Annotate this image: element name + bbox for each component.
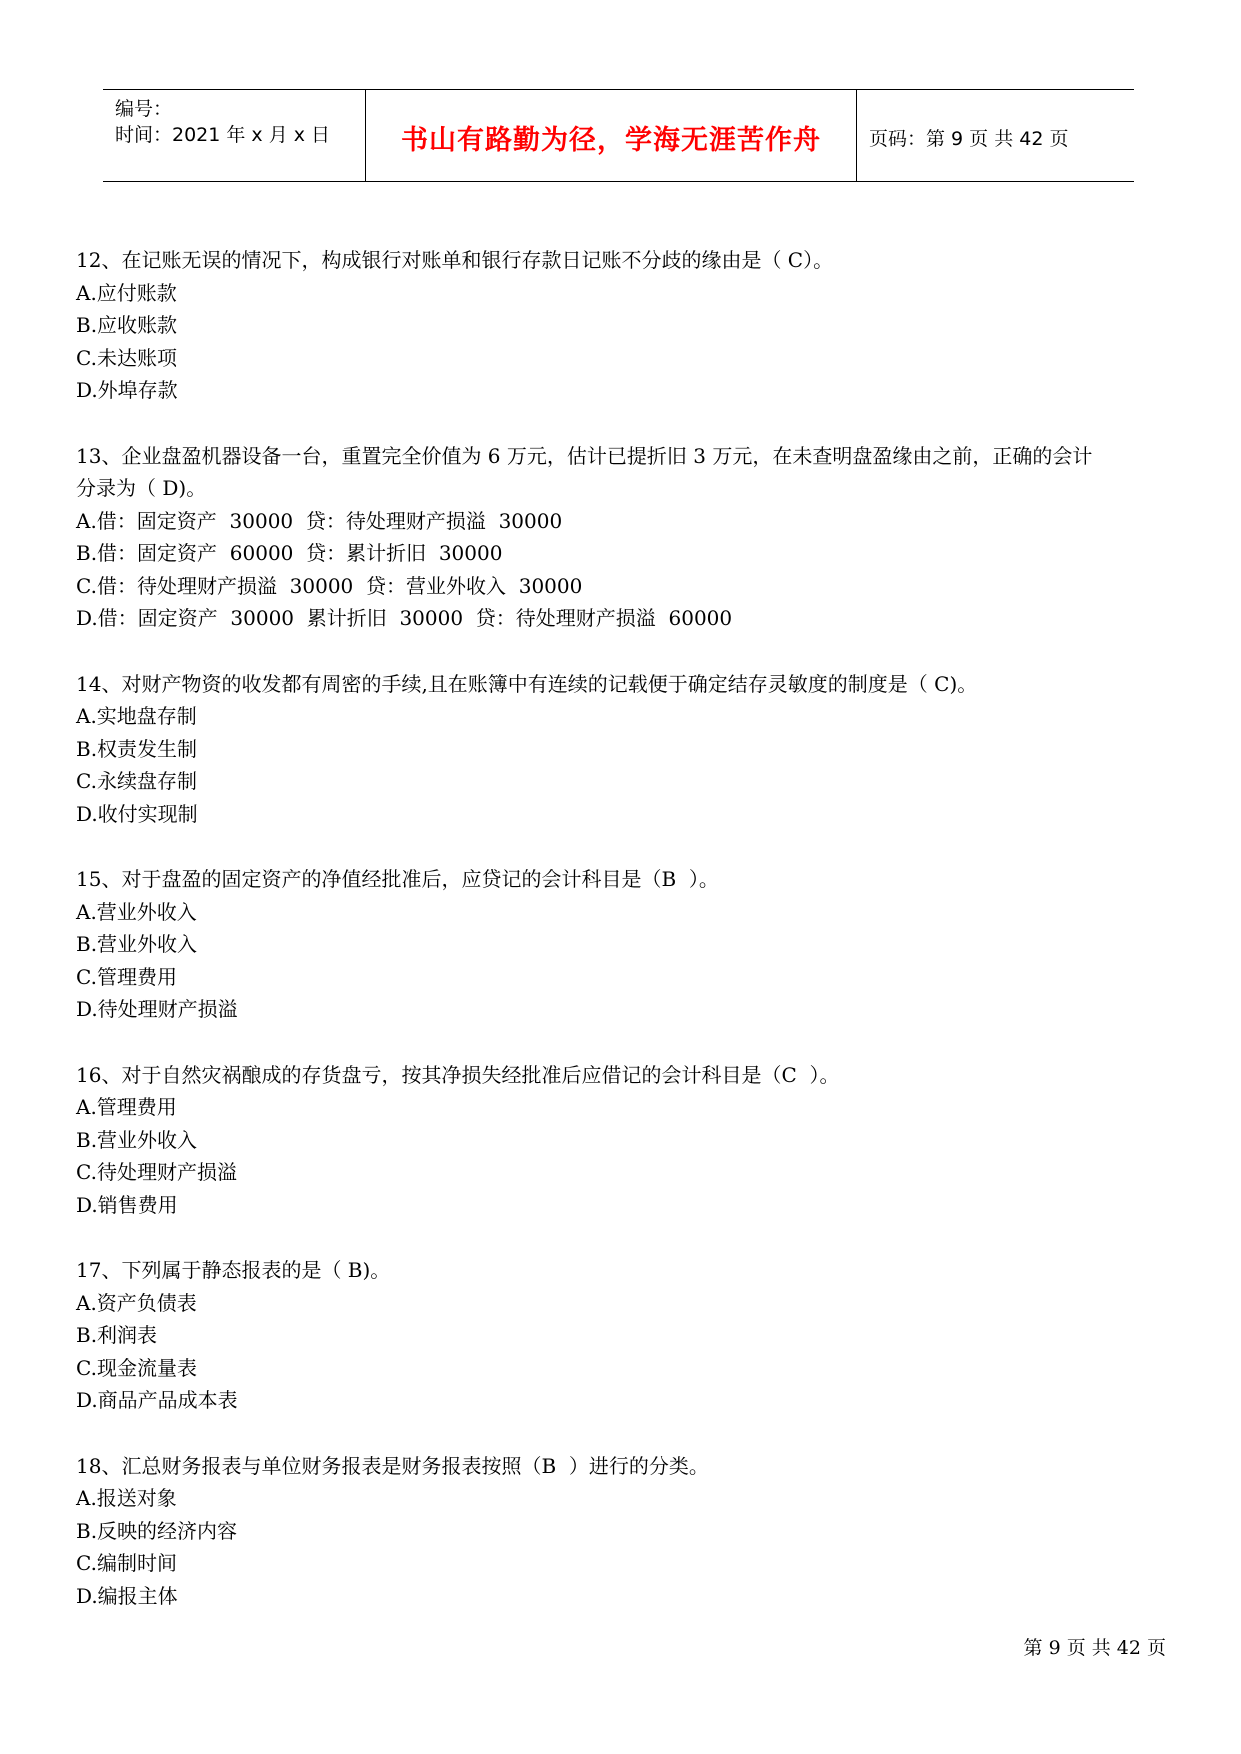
answer-option: B.应收账款 <box>76 313 178 337</box>
question-block <box>76 1254 1176 1417</box>
answer-option: A.借：固定资产 30000 贷：待处理财产损溢 30000 <box>76 508 563 533</box>
answer-option: A.应付账款 <box>76 280 177 305</box>
answer-option: B.权责发生制 <box>76 736 198 761</box>
answer-option: A.报送对象 <box>76 1486 177 1510</box>
header-page-label: 页码：第 9 页 共 42 页 <box>869 128 1069 150</box>
document-number-label: 编号： <box>115 98 173 120</box>
question-block <box>76 863 1176 1026</box>
answer-option: C.待处理财产损溢 <box>76 1160 237 1184</box>
answer-option: D.借：固定资产 30000 累计折旧 30000 贷：待处理财产损溢 60000 <box>76 606 733 630</box>
question-text: 分录为（ D)。 <box>76 476 207 500</box>
motto-text: 书山有路勤为径，学海无涯苦作舟 <box>401 125 821 156</box>
question-block <box>76 244 1176 407</box>
answer-option: D.商品产品成本表 <box>76 1388 238 1412</box>
answer-option: C.现金流量表 <box>76 1355 197 1380</box>
header-page-cell <box>857 90 1134 181</box>
answer-option: D.收付实现制 <box>76 801 198 826</box>
question-text: 12、在记账无误的情况下，构成银行对账单和银行存款日记账不分歧的缘由是（ C）。 <box>76 248 834 272</box>
answer-option: B.借：固定资产 60000 贷：累计折旧 30000 <box>76 541 503 565</box>
answer-option: B.利润表 <box>76 1323 158 1347</box>
answer-option: B.反映的经济内容 <box>76 1518 238 1543</box>
page-footer: 第 9 页 共 42 页 <box>1023 1637 1166 1659</box>
answer-option: C.管理费用 <box>76 964 177 989</box>
question-text: 17、下列属于静态报表的是（ B)。 <box>76 1258 391 1282</box>
answer-option: A.资产负债表 <box>76 1290 197 1315</box>
question-block <box>76 1059 1176 1222</box>
answer-option: C.编制时间 <box>76 1551 177 1575</box>
answer-option: C.未达账项 <box>76 345 177 370</box>
document-header <box>103 89 1134 182</box>
question-text: 16、对于自然灾祸酿成的存货盘亏，按其净损失经批准后应借记的会计科目是（C ）。 <box>76 1062 840 1087</box>
answer-option: C.借：待处理财产损溢 30000 贷：营业外收入 30000 <box>76 573 583 598</box>
answer-option: D.外埠存款 <box>76 378 178 402</box>
question-block <box>76 668 1176 831</box>
answer-option: B.营业外收入 <box>76 932 198 956</box>
answer-option: D.销售费用 <box>76 1192 178 1217</box>
question-text: 15、对于盘盈的固定资产的净值经批准后，应贷记的会计科目是（B ）。 <box>76 867 719 891</box>
answer-option: D.编报主体 <box>76 1583 178 1608</box>
question-text: 18、汇总财务报表与单位财务报表是财务报表按照（B ）进行的分类。 <box>76 1453 709 1478</box>
answer-option: C.永续盘存制 <box>76 769 197 793</box>
answer-option: A.管理费用 <box>76 1095 177 1119</box>
answer-option: A.实地盘存制 <box>76 704 197 728</box>
question-block <box>76 1450 1176 1613</box>
question-text: 13、企业盘盈机器设备一台，重置完全价值为 6 万元，估计已提折旧 3 万元，在未查明盘盈缘由之前，正确的会计 <box>76 443 1093 468</box>
answer-option: D.待处理财产损溢 <box>76 997 238 1021</box>
question-block <box>76 440 1176 635</box>
header-info-cell <box>103 90 366 181</box>
answer-option: A.营业外收入 <box>76 899 197 924</box>
answer-option: B.营业外收入 <box>76 1127 198 1152</box>
document-time-label: 时间：2021 年 x 月 x 日 <box>115 124 331 146</box>
header-motto-cell <box>366 90 857 181</box>
question-list <box>76 244 1176 1645</box>
question-text: 14、对财产物资的收发都有周密的手续,且在账簿中有连续的记载便于确定结存灵敏度的制度是（ C)。 <box>76 671 978 696</box>
